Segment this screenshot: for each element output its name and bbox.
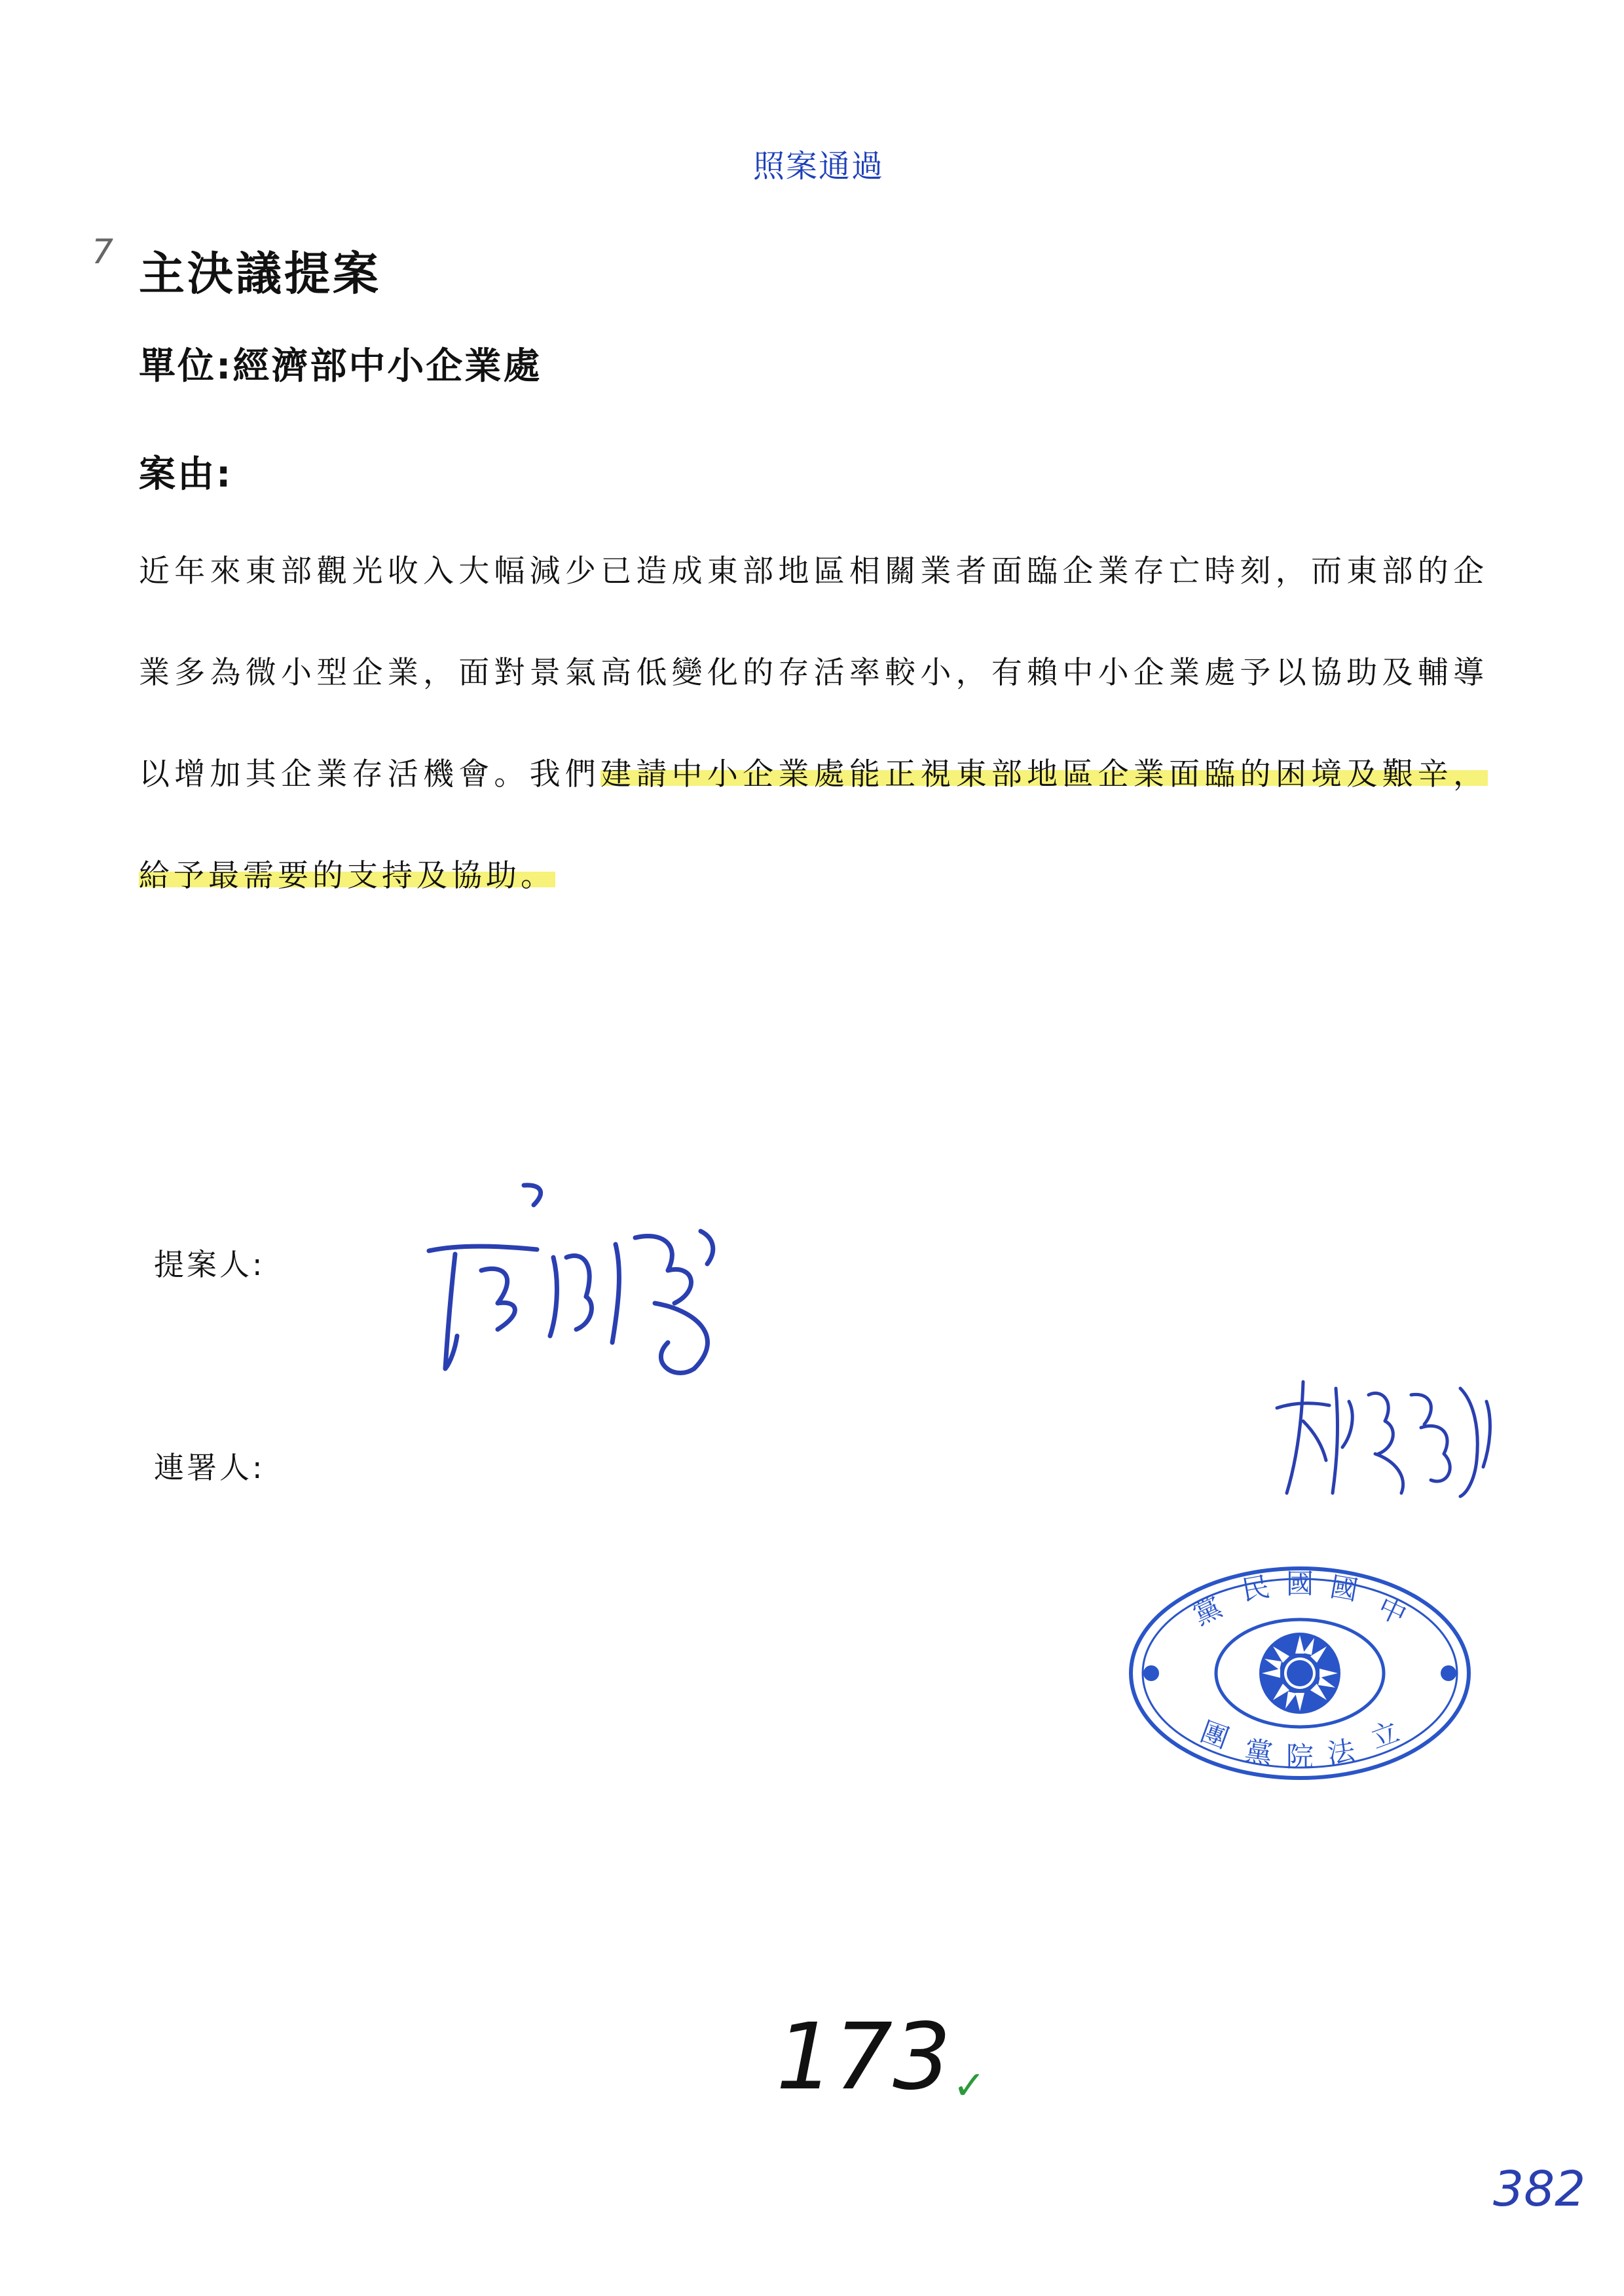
svg-text:團: 團 <box>1196 1715 1234 1755</box>
svg-text:中: 中 <box>1373 1590 1412 1631</box>
page-title: 主決議提案 <box>139 247 381 301</box>
svg-text:立: 立 <box>1366 1715 1404 1755</box>
svg-text:國: 國 <box>1327 1570 1361 1607</box>
reason-label: 案由: <box>139 453 233 496</box>
svg-text:國: 國 <box>1285 1568 1314 1600</box>
check-mark-icon: ✓ <box>953 2063 986 2109</box>
cosigner-label: 連署人: <box>154 1450 265 1485</box>
cosigner-signature <box>1270 1362 1506 1506</box>
svg-text:院: 院 <box>1285 1741 1314 1773</box>
item-number: 7 <box>92 232 114 272</box>
party-caucus-seal <box>1126 1562 1473 1785</box>
body-highlighted-text: 建請中小企業處能正視東部地區企業面臨的困境及艱辛，給予最需要的支持及協助。 <box>139 756 1488 894</box>
proposer-label: 提案人: <box>154 1247 265 1282</box>
sheet-number: 382 <box>1493 2161 1586 2217</box>
proposal-body <box>139 521 1488 927</box>
page-number: 173 <box>776 2004 951 2111</box>
body-plain-text: 近年來東部觀光收入大幅減少已造成東部地區相關業者面臨企業存亡時刻，而東部的企業多為微小型企業，面對景氣高低變化的存活率較小，有賴中小企業處予以協助及輔導以增加其企業存活機會。我們 <box>139 553 1488 792</box>
svg-text:黨: 黨 <box>1242 1734 1275 1770</box>
svg-text:黨: 黨 <box>1188 1590 1227 1631</box>
svg-text:法: 法 <box>1325 1734 1357 1770</box>
approval-stamp-text: 照案通過 <box>753 148 885 185</box>
proposer-signature <box>419 1172 760 1395</box>
unit-line: 單位:經濟部中小企業處 <box>139 345 542 388</box>
svg-text:民: 民 <box>1239 1570 1272 1607</box>
